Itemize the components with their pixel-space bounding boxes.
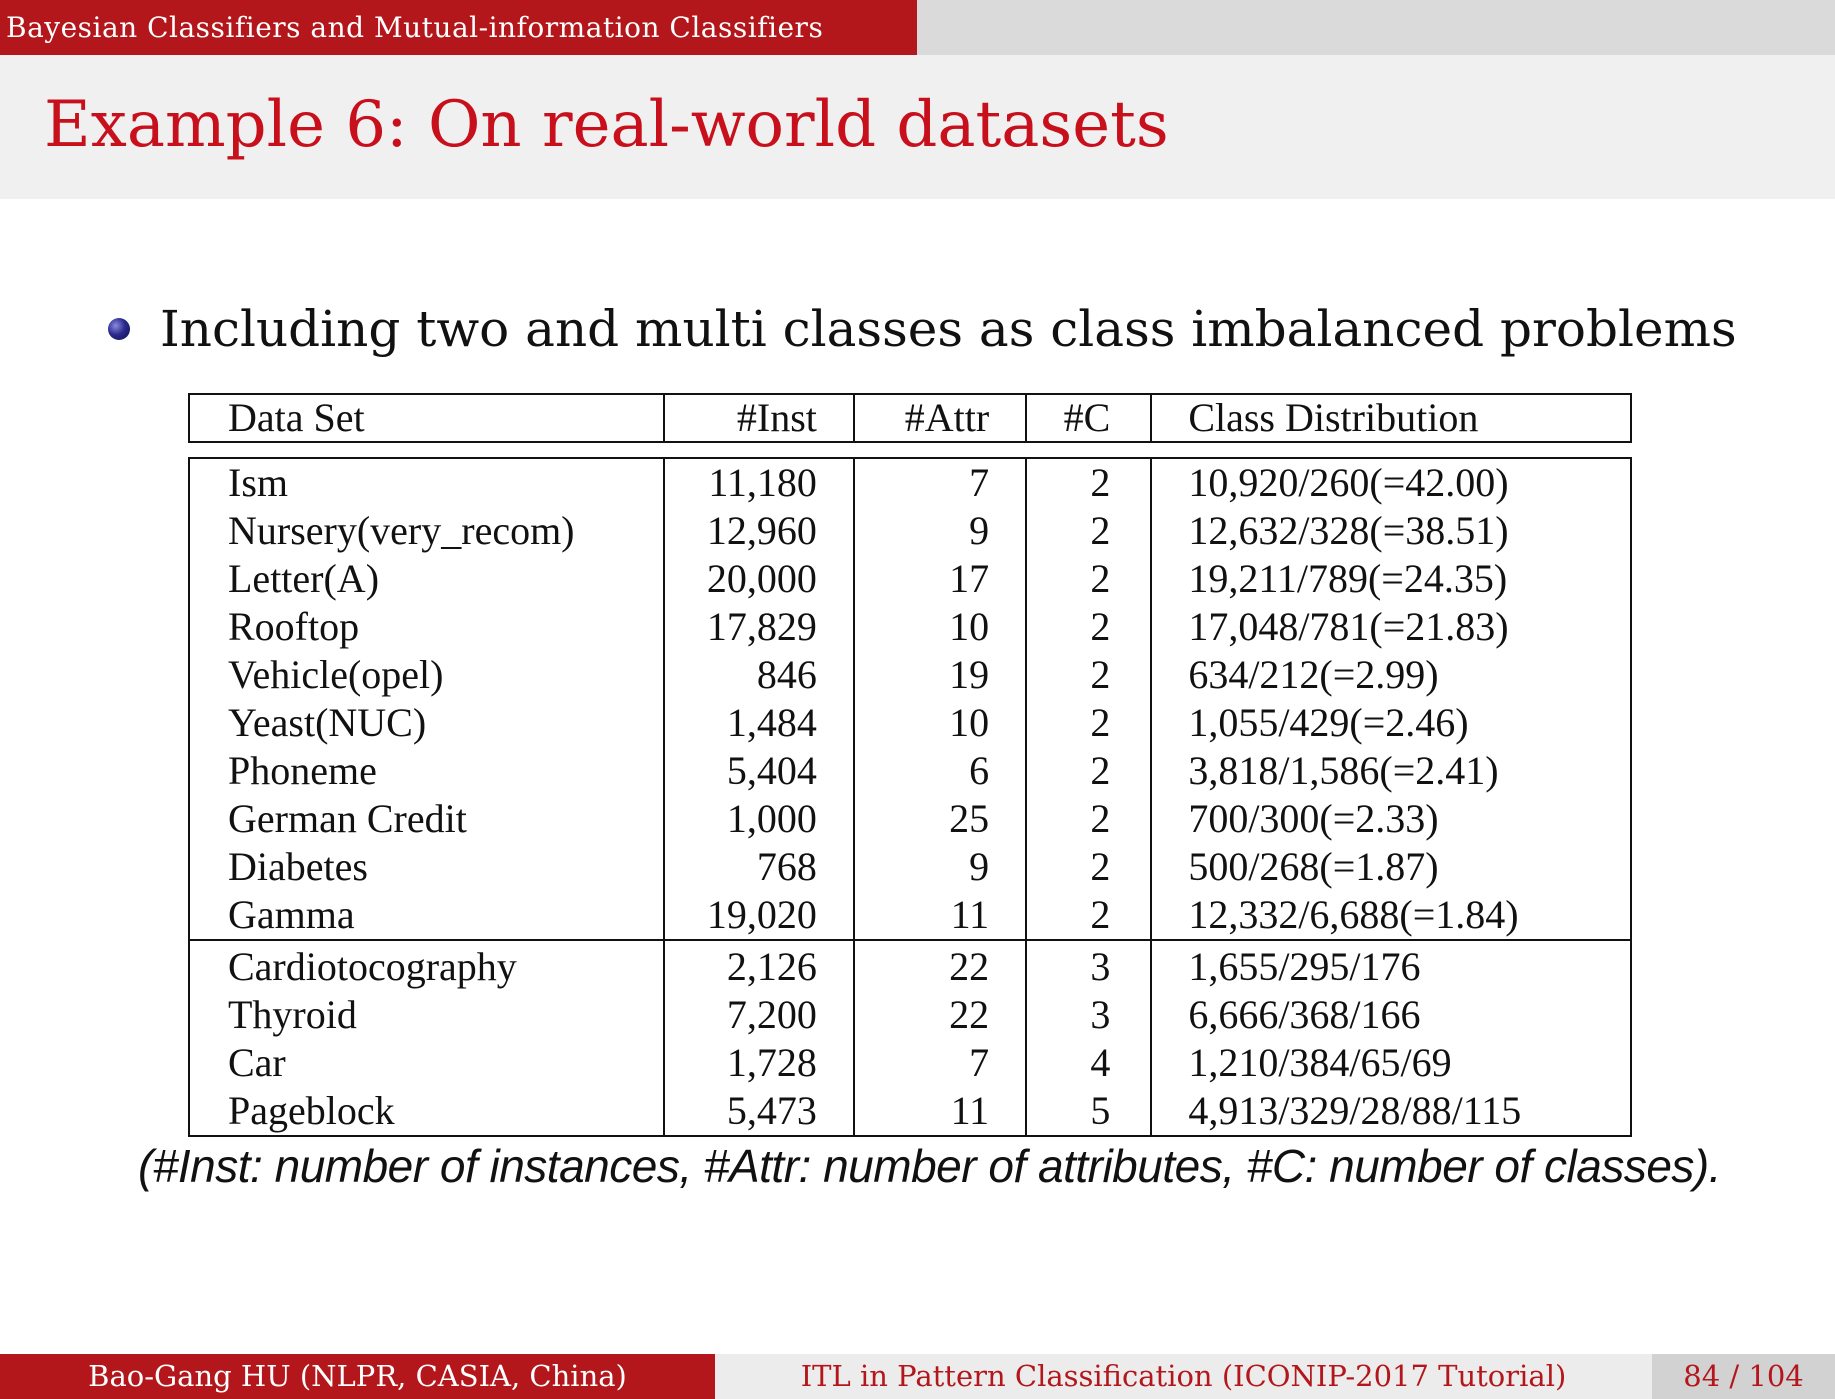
column-header-inst: #Inst <box>664 394 854 442</box>
cell-classes: 2 <box>1026 747 1151 795</box>
cell-dataset: Thyroid <box>189 991 664 1039</box>
cell-classes: 5 <box>1026 1087 1151 1136</box>
bullet-item <box>108 298 1737 360</box>
table-row <box>189 603 1631 651</box>
cell-dataset: Letter(A) <box>189 555 664 603</box>
cell-inst: 19,020 <box>664 891 854 940</box>
cell-attr: 7 <box>854 458 1026 507</box>
table-header-row <box>189 394 1631 442</box>
cell-attr: 22 <box>854 991 1026 1039</box>
cell-inst: 2,126 <box>664 940 854 991</box>
table-row <box>189 891 1631 940</box>
cell-dataset: Cardiotocography <box>189 940 664 991</box>
cell-attr: 9 <box>854 507 1026 555</box>
cell-attr: 6 <box>854 747 1026 795</box>
footer-talk-title: ITL in Pattern Classification (ICONIP-2017 Tutorial) <box>715 1354 1652 1399</box>
cell-dataset: Yeast(NUC) <box>189 699 664 747</box>
cell-inst: 11,180 <box>664 458 854 507</box>
cell-distribution: 500/268(=1.87) <box>1151 843 1631 891</box>
cell-attr: 10 <box>854 603 1026 651</box>
cell-distribution: 6,666/368/166 <box>1151 991 1631 1039</box>
cell-classes: 2 <box>1026 603 1151 651</box>
cell-distribution: 17,048/781(=21.83) <box>1151 603 1631 651</box>
cell-inst: 5,404 <box>664 747 854 795</box>
cell-classes: 3 <box>1026 940 1151 991</box>
cell-classes: 4 <box>1026 1039 1151 1087</box>
cell-classes: 3 <box>1026 991 1151 1039</box>
table-note: (#Inst: number of instances, #Attr: number of attributes, #C: number of classes). <box>138 1140 1721 1192</box>
cell-inst: 20,000 <box>664 555 854 603</box>
cell-distribution: 4,913/329/28/88/115 <box>1151 1087 1631 1136</box>
cell-dataset: Nursery(very_recom) <box>189 507 664 555</box>
cell-attr: 22 <box>854 940 1026 991</box>
cell-distribution: 634/212(=2.99) <box>1151 651 1631 699</box>
cell-inst: 17,829 <box>664 603 854 651</box>
table-row <box>189 747 1631 795</box>
cell-distribution: 12,632/328(=38.51) <box>1151 507 1631 555</box>
cell-inst: 12,960 <box>664 507 854 555</box>
cell-inst: 5,473 <box>664 1087 854 1136</box>
cell-classes: 2 <box>1026 555 1151 603</box>
cell-distribution: 3,818/1,586(=2.41) <box>1151 747 1631 795</box>
footer <box>0 1354 1835 1399</box>
cell-attr: 11 <box>854 891 1026 940</box>
cell-dataset: Pageblock <box>189 1087 664 1136</box>
cell-distribution: 10,920/260(=42.00) <box>1151 458 1631 507</box>
cell-attr: 9 <box>854 843 1026 891</box>
table-row <box>189 555 1631 603</box>
cell-inst: 1,728 <box>664 1039 854 1087</box>
cell-attr: 25 <box>854 795 1026 843</box>
page-number: 84 / 104 <box>1652 1354 1835 1399</box>
cell-distribution: 12,332/6,688(=1.84) <box>1151 891 1631 940</box>
cell-dataset: Ism <box>189 458 664 507</box>
column-header-distribution: Class Distribution <box>1151 394 1631 442</box>
cell-classes: 2 <box>1026 795 1151 843</box>
table-row <box>189 699 1631 747</box>
cell-dataset: Rooftop <box>189 603 664 651</box>
column-header-attr: #Attr <box>854 394 1026 442</box>
cell-dataset: Car <box>189 1039 664 1087</box>
cell-classes: 2 <box>1026 699 1151 747</box>
column-header-classes: #C <box>1026 394 1151 442</box>
cell-distribution: 19,211/789(=24.35) <box>1151 555 1631 603</box>
cell-dataset: German Credit <box>189 795 664 843</box>
cell-classes: 2 <box>1026 507 1151 555</box>
table-header <box>188 393 1632 443</box>
cell-classes: 2 <box>1026 458 1151 507</box>
table-row <box>189 458 1631 507</box>
cell-attr: 19 <box>854 651 1026 699</box>
cell-distribution: 1,210/384/65/69 <box>1151 1039 1631 1087</box>
cell-dataset: Diabetes <box>189 843 664 891</box>
cell-attr: 11 <box>854 1087 1026 1136</box>
cell-attr: 10 <box>854 699 1026 747</box>
table-row <box>189 651 1631 699</box>
cell-inst: 1,000 <box>664 795 854 843</box>
cell-attr: 17 <box>854 555 1026 603</box>
table-row <box>189 507 1631 555</box>
table-row <box>189 1087 1631 1136</box>
datasets-table <box>188 457 1632 1137</box>
footer-author: Bao-Gang HU (NLPR, CASIA, China) <box>0 1354 715 1399</box>
column-header-dataset: Data Set <box>189 394 664 442</box>
cell-dataset: Vehicle(opel) <box>189 651 664 699</box>
cell-classes: 2 <box>1026 651 1151 699</box>
cell-inst: 846 <box>664 651 854 699</box>
cell-classes: 2 <box>1026 891 1151 940</box>
section-title: Bayesian Classifiers and Mutual-information Classifiers <box>0 0 917 55</box>
cell-inst: 1,484 <box>664 699 854 747</box>
cell-inst: 7,200 <box>664 991 854 1039</box>
cell-distribution: 1,055/429(=2.46) <box>1151 699 1631 747</box>
cell-dataset: Gamma <box>189 891 664 940</box>
bullet-text: Including two and multi classes as class imbalanced problems <box>160 300 1737 358</box>
slide-title: Example 6: On real-world datasets <box>44 88 1169 162</box>
table-row <box>189 795 1631 843</box>
cell-inst: 768 <box>664 843 854 891</box>
cell-distribution: 700/300(=2.33) <box>1151 795 1631 843</box>
table-row <box>189 1039 1631 1087</box>
table-row <box>189 940 1631 991</box>
cell-classes: 2 <box>1026 843 1151 891</box>
bullet-icon <box>108 318 130 340</box>
cell-dataset: Phoneme <box>189 747 664 795</box>
cell-attr: 7 <box>854 1039 1026 1087</box>
table-row <box>189 843 1631 891</box>
table-row <box>189 991 1631 1039</box>
cell-distribution: 1,655/295/176 <box>1151 940 1631 991</box>
